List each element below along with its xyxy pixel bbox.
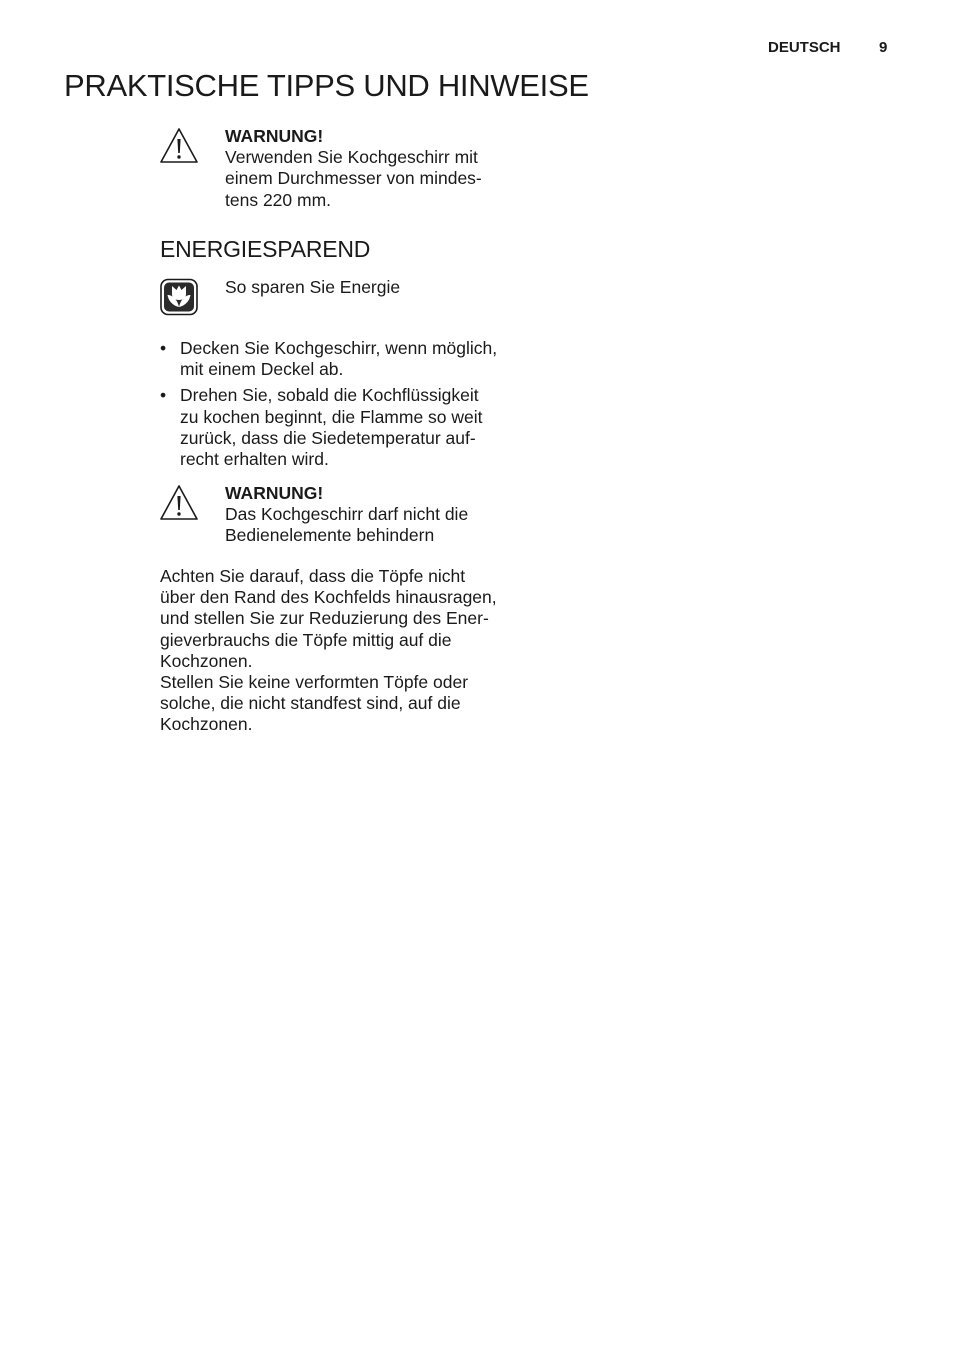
paragraph-line: Achten Sie darauf, dass die Töpfe nicht [160, 566, 466, 586]
bullet-dot: • [160, 385, 167, 406]
page-number: 9 [879, 39, 888, 56]
list-item [160, 385, 530, 470]
paragraph-line: gieverbrauchs die Töpfe mittig auf die [160, 629, 452, 650]
section-title-energy: ENERGIESPAREND [160, 236, 371, 262]
paragraph-line: und stellen Sie zur Reduzierung des Ener- [160, 608, 489, 629]
bullet-dot: • [160, 338, 167, 358]
paragraph-line: über den Rand des Kochfelds hinausragen, [160, 587, 497, 608]
list-item-line: mit einem Deckel ab. [180, 359, 344, 380]
paragraph-line: Kochzonen. [160, 650, 253, 671]
body-paragraph [160, 566, 530, 736]
warning-block-2 [225, 483, 525, 547]
warning-block-1 [225, 126, 525, 211]
list-item-line: zurück, dass die Siedetemperatur auf- [180, 427, 476, 448]
warning-text-line: tens 220 mm. [225, 189, 332, 210]
energy-tip-text: So sparen Sie Energie [225, 277, 401, 297]
warning-text-line: Das Kochgeschirr darf nicht die [225, 504, 469, 525]
list-item-line: zu kochen beginnt, die Flamme so weit [180, 406, 483, 427]
paragraph-line: Stellen Sie keine verformten Töpfe oder [160, 672, 469, 693]
energy-tip [225, 277, 525, 298]
list-item-line: Decken Sie Kochgeschirr, wenn möglich, [180, 338, 498, 358]
warning-text-line: Verwenden Sie Kochgeschirr mit [225, 147, 478, 168]
energy-tips-list [160, 338, 530, 475]
warning-text-line: Bedienelemente behindern [225, 525, 435, 546]
page-title: PRAKTISCHE TIPPS UND HINWEISE [64, 68, 589, 103]
warning-heading: WARNUNG! [225, 483, 324, 503]
list-item [160, 338, 530, 380]
paragraph-line: Kochzonen. [160, 714, 253, 735]
warning-triangle-icon [159, 127, 199, 170]
eco-leaf-icon [159, 278, 199, 321]
warning-triangle-icon [159, 484, 199, 527]
warning-heading: WARNUNG! [225, 126, 324, 146]
list-item-line: recht erhalten wird. [180, 449, 329, 470]
list-item-line: Drehen Sie, sobald die Kochflüssigkeit [180, 385, 479, 406]
header-language: DEUTSCH [768, 39, 841, 56]
warning-text-line: einem Durchmesser von mindes- [225, 168, 482, 189]
paragraph-line: solche, die nicht standfest sind, auf die [160, 693, 461, 714]
